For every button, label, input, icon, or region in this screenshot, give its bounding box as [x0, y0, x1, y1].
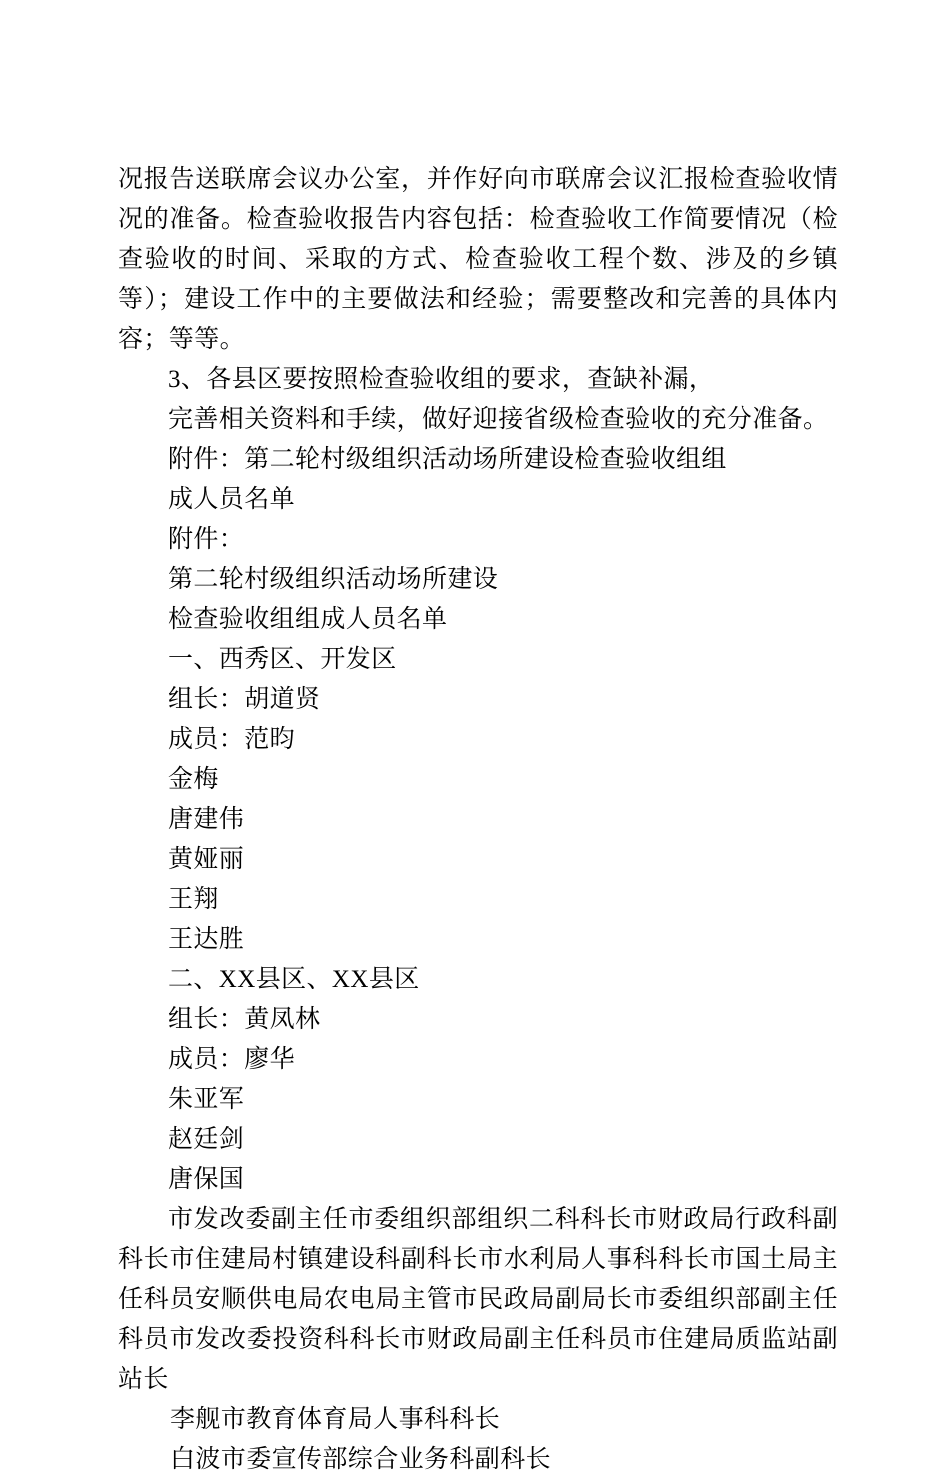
- paragraph-19: 成员：廖华: [168, 1046, 296, 1073]
- paragraph-8: 检查验收组组成人员名单: [168, 606, 448, 633]
- paragraph-13: 唐建伟: [168, 806, 245, 833]
- paragraph-22: 唐保国: [168, 1166, 245, 1193]
- paragraph-21: 赵廷剑: [168, 1126, 245, 1153]
- paragraph-17: 二、XX县区、XX县区: [168, 966, 420, 993]
- paragraph-15: 王翔: [168, 886, 219, 913]
- paragraph-18: 组长：黄凤林: [168, 1006, 321, 1033]
- paragraph-9: 一、西秀区、开发区: [168, 646, 397, 673]
- paragraph-24: 李舰市教育体育局人事科科长: [170, 1406, 501, 1433]
- paragraph-12: 金梅: [168, 766, 219, 793]
- document-body: [118, 160, 838, 1480]
- paragraph-11: 成员：范昀: [168, 726, 296, 753]
- paragraph-2: 3、各县区要按照检查验收组的要求，查缺补漏，: [168, 366, 715, 393]
- paragraph-6: 附件：: [168, 526, 245, 553]
- paragraph-20: 朱亚军: [168, 1086, 245, 1113]
- paragraph-14: 黄娅丽: [168, 846, 245, 873]
- paragraph-25: 白波市委宣传部综合业务科副科长: [170, 1446, 552, 1473]
- paragraph-16: 王达胜: [168, 926, 245, 953]
- paragraph-1: 况报告送联席会议办公室，并作好向市联席会议汇报检查验收情况的准备。检查验收报告内容包括：检查验收工作简要情况（检查验收的时间、采取的方式、检查验收工程个数、涉及的乡镇等）；建设工作中的主要做法和经验；需要整改和完善的具体内容；等等。: [118, 166, 838, 353]
- paragraph-23: 市发改委副主任市委组织部组织二科科长市财政局行政科副科长市住建局村镇建设科副科长市水利局人事科科长市国土局主任科员安顺供电局农电局主管市民政局副局长市委组织部副主任科员市发改委投资科科长市财政局副主任科员市住建局质监站副站长: [118, 1206, 838, 1393]
- paragraph-3: 完善相关资料和手续，做好迎接省级检查验收的充分准备。: [168, 406, 829, 433]
- paragraph-4: 附件：第二轮村级组织活动场所建设检查验收组组: [168, 446, 727, 473]
- paragraph-10: 组长：胡道贤: [168, 686, 321, 713]
- paragraph-5: 成人员名单: [168, 486, 296, 513]
- paragraph-7: 第二轮村级组织活动场所建设: [168, 566, 499, 593]
